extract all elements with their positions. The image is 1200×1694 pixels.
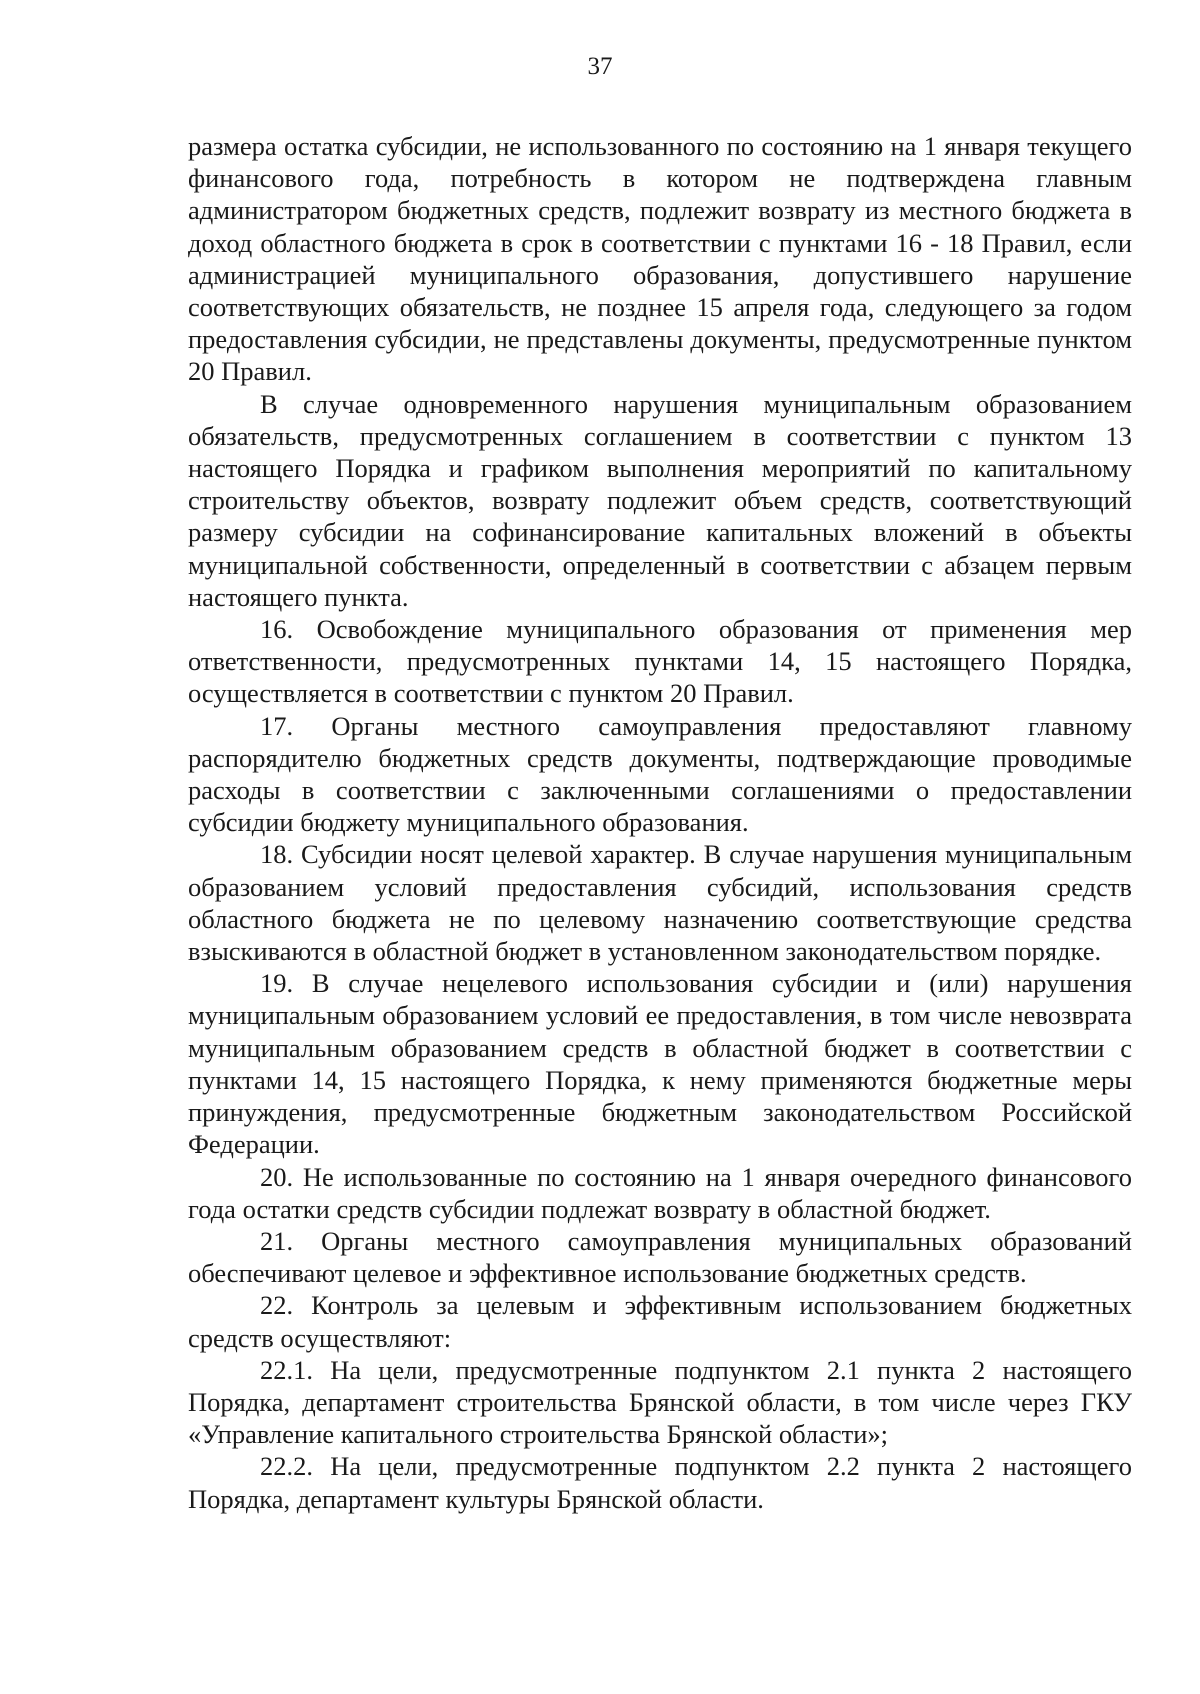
paragraph-item-22-2: 22.2. На цели, предусмотренные подпунктом 2.2 пункта 2 настоящего Порядка, департамент культуры Брянской области. (188, 1451, 1132, 1514)
paragraph-item-18: 18. Субсидии носят целевой характер. В случае нарушения муниципальным образованием условий предоставления субсидий, использования средств областного бюджета не по целевому назначению соответствующие средства взыскиваются в областной бюджет в установленном законодательством порядке. (188, 839, 1132, 967)
paragraph-item-22: 22. Контроль за целевым и эффективным использованием бюджетных средств осуществляют: (188, 1290, 1132, 1353)
page-number: 37 (587, 53, 613, 80)
paragraph-simultaneous-violation: В случае одновременного нарушения муниципальным образованием обязательств, предусмотренных соглашением в соответствии с пунктом 13 настоящего Порядка и графиком выполнения мероприятий по капитальному строительству объектов, возврату подлежит объем средств, соответствующий размеру субсидии на софинансирование капитальных вложений в объекты муниципальной собственности, определенный в соответствии с абзацем первым настоящего пункта. (188, 388, 1132, 612)
document-body (188, 130, 1132, 1515)
paragraph-item-21: 21. Органы местного самоуправления муниципальных образований обеспечивают целевое и эффективное использование бюджетных средств. (188, 1225, 1132, 1289)
paragraph-item-22-1: 22.1. На цели, предусмотренные подпунктом 2.1 пункта 2 настоящего Порядка, департамент строительства Брянской области, в том числе через ГКУ «Управление капитального строительства Брянской области»; (188, 1354, 1132, 1450)
paragraph-item-19: 19. В случае нецелевого использования субсидии и (или) нарушения муниципальным образованием условий ее предоставления, в том числе невозврата муниципальным образованием средств в областной бюджет в соответствии с пунктами 14, 15 настоящего Порядка, к нему применяются бюджетные меры принуждения, предусмотренные бюджетным законодательством Российской Федерации. (188, 968, 1132, 1160)
paragraph-item-17: 17. Органы местного самоуправления предоставляют главному распорядителю бюджетных средств документы, подтверждающие проводимые расходы в соответствии с заключенными соглашениями о предоставлении субсидии бюджету муниципального образования. (188, 710, 1132, 838)
paragraph-continuation: размера остатка субсидии, не использованного по состоянию на 1 января текущего финансового года, потребность в котором не подтверждена главным администратором бюджетных средств, подлежит возврату из местного бюджета в доход областного бюджета в срок в соответствии с пунктами 16 - 18 Правил, если администрацией муниципального образования, допустившего нарушение соответствующих обязательств, не позднее 15 апреля года, следующего за годом предоставления субсидии, не представлены документы, предусмотренные пунктом 20 Правил. (188, 131, 1132, 387)
paragraph-item-20: 20. Не использованные по состоянию на 1 января очередного финансового года остатки средств субсидии подлежат возврату в областной бюджет. (188, 1161, 1132, 1224)
paragraph-item-16: 16. Освобождение муниципального образования от применения мер ответственности, предусмотренных пунктами 14, 15 настоящего Порядка, осуществляется в соответствии с пунктом 20 Правил. (188, 614, 1132, 709)
